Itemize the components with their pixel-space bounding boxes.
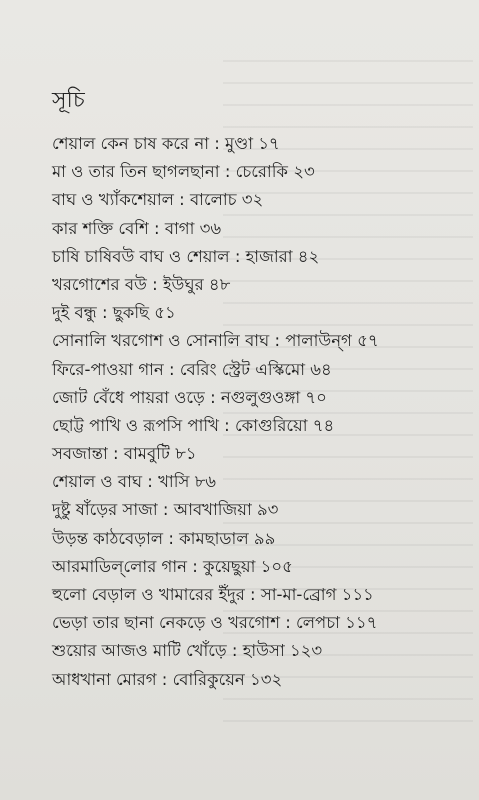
toc-entry-text: শেয়াল ও বাঘ : খাসি ৮৬ — [52, 472, 217, 492]
toc-entry — [52, 609, 472, 637]
toc-entry-text: চাষি চাষিবউ বাঘ ও শেয়াল : হাজারা ৪২ — [52, 246, 320, 266]
toc-entry-text: আধখানা মোরগ : বোরিকুয়েন ১৩২ — [52, 669, 283, 689]
toc-entry-text: বাঘ ও খ্যাঁকশেয়াল : বালোচ ৩২ — [52, 190, 264, 210]
toc-entry-text: ফিরে-পাওয়া গান : বেরিং স্ট্রেট এস্কিমো ৬৪ — [52, 359, 332, 379]
toc-entry — [52, 215, 472, 243]
toc-entry — [52, 384, 472, 412]
toc-entry — [52, 271, 472, 299]
toc-entry — [52, 243, 472, 271]
toc-entry — [52, 496, 472, 524]
toc-entry-text: জোট বেঁধে পায়রা ওড়ে : নগুলুগুওঙ্গা ৭০ — [52, 387, 327, 407]
table-of-contents — [52, 130, 472, 694]
toc-entry-text: দুই বন্ধু : ছুকছি ৫১ — [52, 303, 176, 323]
toc-entry-text: উড়ন্ত কাঠবেড়াল : কামছাডাল ৯৯ — [52, 528, 276, 548]
toc-entry-text: সবজান্তা : বামবুটি ৮১ — [52, 444, 197, 464]
toc-entry — [52, 327, 472, 355]
toc-entry — [52, 468, 472, 496]
toc-entry — [52, 412, 472, 440]
toc-entry-text: হুলো বেড়াল ও খামারের ইঁদুর : সা-মা-ব্রোগ ১১১ — [52, 585, 374, 604]
toc-entry — [52, 581, 472, 609]
toc-entry-text: শেয়াল কেন চাষ করে না : মুণ্ডা ১৭ — [52, 134, 280, 153]
toc-entry-text: ভেড়া তার ছানা নেকড়ে ও খরগোশ : লেপচা ১১৭ — [52, 613, 378, 633]
toc-entry-text: শুয়োর আজও মাটি খোঁড়ে : হাউসা ১২৩ — [52, 641, 323, 661]
toc-entry — [52, 186, 472, 214]
toc-entry — [52, 356, 472, 384]
toc-entry — [52, 553, 472, 581]
toc-entry — [52, 130, 472, 158]
toc-entry-text: কার শক্তি বেশি : বাগা ৩৬ — [52, 218, 222, 238]
toc-entry — [52, 299, 472, 327]
toc-entry-text: ছোট্ট পাখি ও রূপসি পাখি : কোগুরিয়ো ৭৪ — [52, 415, 335, 435]
toc-entry — [52, 637, 472, 665]
toc-entry — [52, 666, 472, 694]
contents-heading: সূচি — [52, 88, 85, 113]
toc-entry-text: খরগোশের বউ : ইউঘুর ৪৮ — [52, 274, 231, 294]
toc-entry-text: সোনালি খরগোশ ও সোনালি বাঘ : পালাউন্‌গ ৫৭ — [52, 331, 379, 351]
toc-entry — [52, 158, 472, 186]
toc-entry — [52, 525, 472, 553]
toc-entry-text: মা ও তার তিন ছাগলছানা : চেরোকি ২৩ — [52, 162, 315, 182]
toc-entry-text: আরমাডিল্‌লোর গান : কুয়েছুয়া ১০৫ — [52, 556, 293, 576]
toc-entry-text: দুষ্টু ষাঁড়ের সাজা : আবখাজিয়া ৯৩ — [52, 500, 279, 520]
toc-entry — [52, 440, 472, 468]
